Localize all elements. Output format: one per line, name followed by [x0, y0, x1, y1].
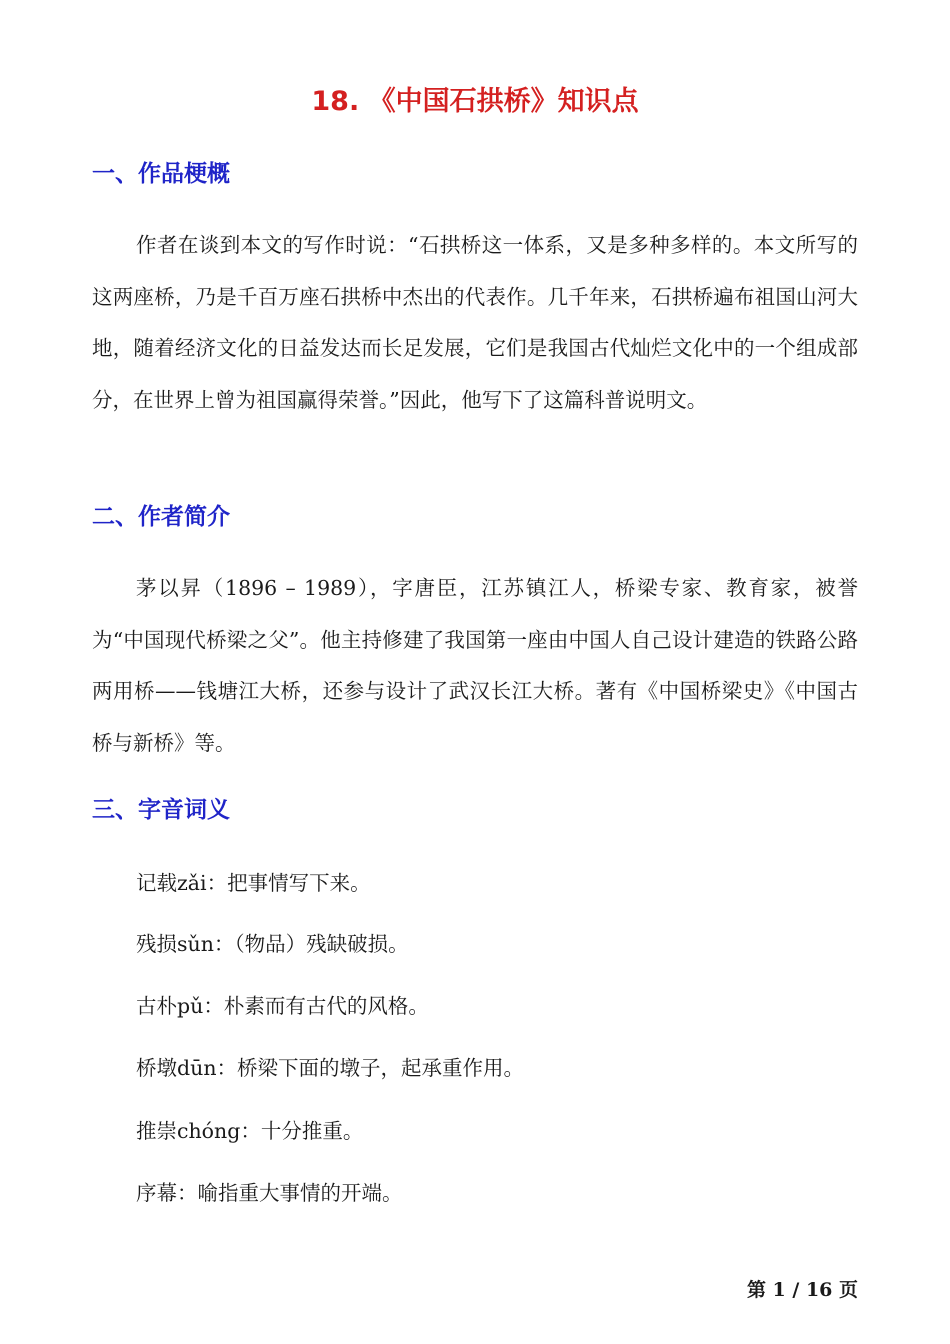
- author-paragraph: 茅以昇（1896 – 1989），字唐臣，江苏镇江人，桥梁专家、教育家，被誉为“中国现代桥梁之父”。他主持修建了我国第一座由中国人自己设计建造的铁路公路两用桥——钱塘江大桥，还参与设计了武汉长江大桥。著有《中国桥梁史》《中国古桥与新桥》等。: [92, 576, 858, 755]
- section-heading-author: 二、作者简介: [92, 504, 230, 530]
- vocabulary-entry: 记载zǎi：把事情写下来。: [136, 871, 371, 895]
- vocabulary-entry: 古朴pǔ：朴素而有古代的风格。: [136, 994, 429, 1018]
- vocabulary-entry: 推崇chóng：十分推重。: [136, 1119, 364, 1143]
- section-heading-summary: 一、作品梗概: [92, 161, 230, 187]
- vocabulary-entry: 残损sǔn：（物品）残缺破损。: [136, 932, 409, 956]
- vocabulary-entry: 序幕：喻指重大事情的开端。: [136, 1181, 403, 1205]
- vocabulary-entry: 桥墩dūn：桥梁下面的墩子，起承重作用。: [136, 1056, 525, 1080]
- page-number: 第 1 / 16 页: [746, 1279, 858, 1301]
- document-title: 18. 《中国石拱桥》知识点: [311, 86, 639, 117]
- summary-paragraph: 作者在谈到本文的写作时说：“石拱桥这一体系，又是多种多样的。本文所写的这两座桥，乃是千百万座石拱桥中杰出的代表作。几千年来，石拱桥遍布祖国山河大地，随着经济文化的日益发达而长足发展，它们是我国古代灿烂文化中的一个组成部分，在世界上曾为祖国赢得荣誉。”因此，他写下了这篇科普说明文。: [92, 233, 858, 412]
- section-heading-vocabulary: 三、字音词义: [92, 797, 230, 823]
